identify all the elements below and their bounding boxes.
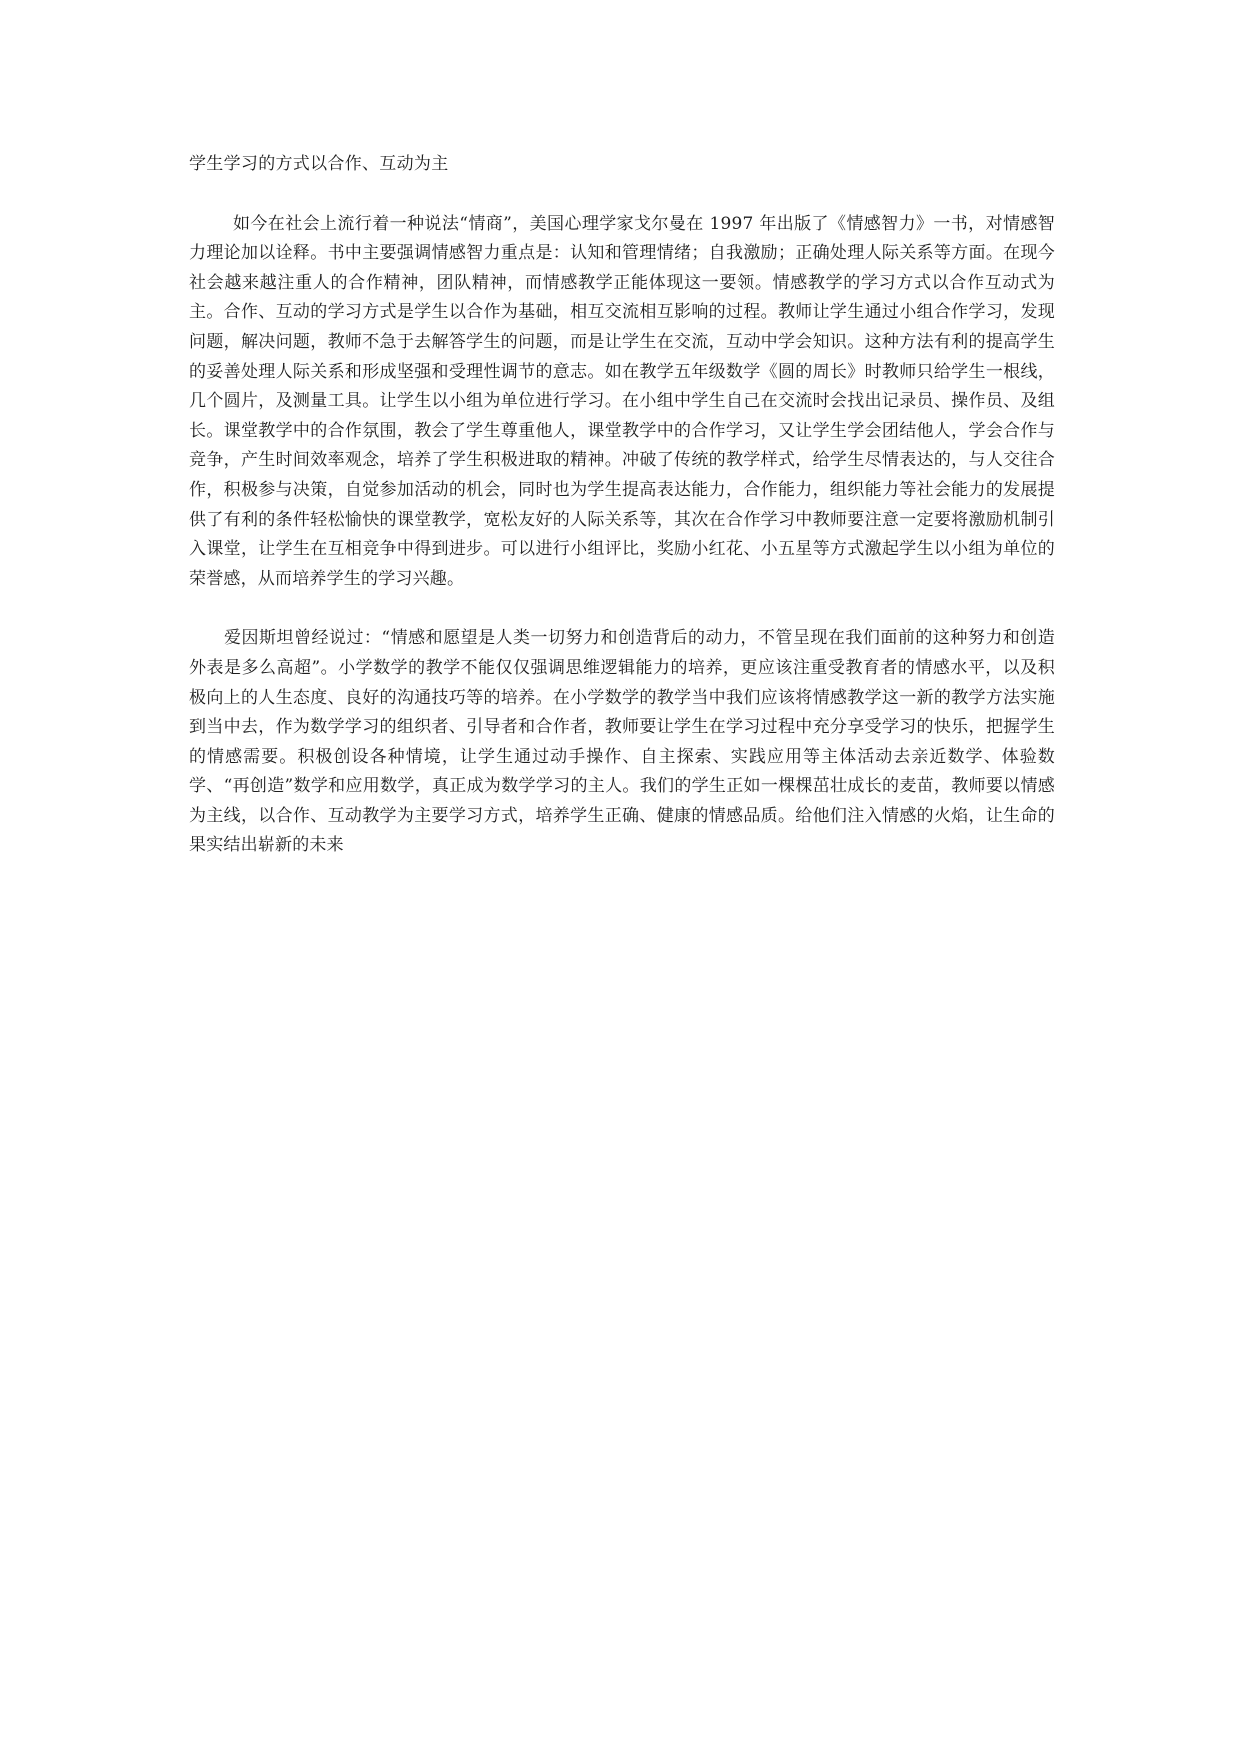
document-body bbox=[189, 150, 1055, 861]
paragraph-emotional-intelligence: 如今在社会上流行着一种说法“情商”，美国心理学家戈尔曼在 1997 年出版了《情感智力》一书，对情感智力理论加以诠释。书中主要强调情感智力重点是：认知和管理情绪；自我激励；正确处理人际关系等方面。在现今社会越来越注重人的合作精神，团队精神，而情感教学正能体现这一要领。情感教学的学习方式以合作互动式为主。合作、互动的学习方式是学生以合作为基础，相互交流相互影响的过程。教师让学生通过小组合作学习，发现问题，解决问题，教师不急于去解答学生的问题，而是让学生在交流，互动中学会知识。这种方法有利的提高学生的妥善处理人际关系和形成坚强和受理性调节的意志。如在教学五年级数学《圆的周长》时教师只给学生一根线，几个圆片，及测量工具。让学生以小组为单位进行学习。在小组中学生自己在交流时会找出记录员、操作员、及组长。课堂教学中的合作氛围，教会了学生尊重他人，课堂教学中的合作学习，又让学生学会团结他人，学会合作与竞争，产生时间效率观念，培养了学生积极进取的精神。冲破了传统的教学样式，给学生尽情表达的，与人交往合作，积极参与决策，自觉参加活动的机会，同时也为学生提高表达能力，合作能力，组织能力等社会能力的发展提供了有利的条件轻松愉快的课堂教学，宽松友好的人际关系等，其次在合作学习中教师要注意一定要将激励机制引入课堂，让学生在互相竞争中得到进步。可以进行小组评比，奖励小红花、小五星等方式激起学生以小组为单位的荣誉感，从而培养学生的学习兴趣。 bbox=[189, 213, 1055, 589]
document-title: 学生学习的方式以合作、互动为主 bbox=[189, 154, 449, 174]
paragraph-einstein-quote: 爱因斯坦曾经说过：“情感和愿望是人类一切努力和创造背后的动力，不管呈现在我们面前的这种努力和创造外表是多么高超”。小学数学的教学不能仅仅强调思维逻辑能力的培养，更应该注重受教育者的情感水平，以及积极向上的人生态度、良好的沟通技巧等的培养。在小学数学的教学当中我们应该将情感教学这一新的教学方法实施到当中去，作为数学学习的组织者、引导者和合作者，教师要让学生在学习过程中充分享受学习的快乐，把握学生的情感需要。积极创设各种情境，让学生通过动手操作、自主探索、实践应用等主体活动去亲近数学、体验数学、“再创造”数学和应用数学，真正成为数学学习的主人。我们的学生正如一棵棵茁壮成长的麦苗，教师要以情感为主线，以合作、互动教学为主要学习方式，培养学生正确、健康的情感品质。给他们注入情感的火焰，让生命的果实结出崭新的未来 bbox=[189, 628, 1055, 856]
